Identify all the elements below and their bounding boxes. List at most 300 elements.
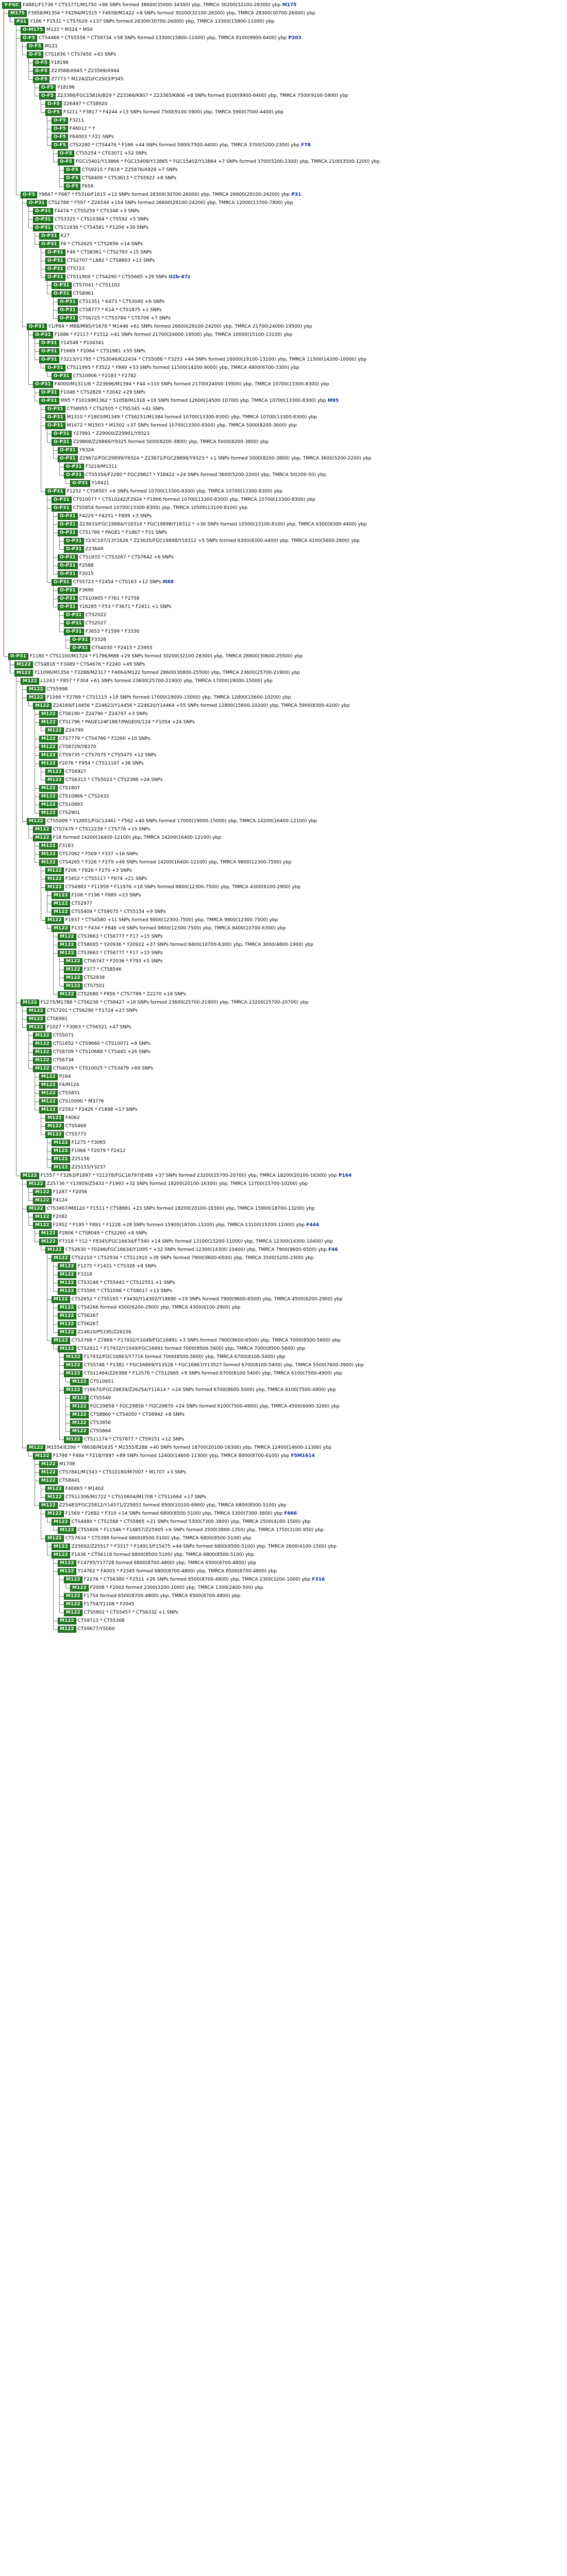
node-label[interactable]: M122	[70, 1395, 89, 1402]
node-label[interactable]: M122	[70, 1585, 89, 1591]
tree-node[interactable]	[58, 299, 164, 306]
node-label[interactable]: O-P31	[58, 299, 78, 306]
node-label[interactable]: M122	[39, 1478, 58, 1484]
node-label[interactable]: M122	[58, 1626, 76, 1633]
node-label[interactable]: O-P31	[58, 596, 78, 602]
tree-node[interactable]	[39, 398, 339, 404]
tree-node[interactable]	[52, 1519, 311, 1526]
node-label[interactable]: O-P31	[58, 315, 78, 322]
node-label[interactable]: O-F5	[52, 142, 68, 149]
tree-node[interactable]	[45, 406, 164, 413]
tree-node[interactable]	[52, 431, 149, 437]
tree-node[interactable]	[45, 777, 163, 784]
tree-node[interactable]	[52, 439, 269, 446]
node-label[interactable]: M122	[33, 1189, 52, 1196]
tree-node[interactable]	[27, 1445, 331, 1451]
tree-node[interactable]	[39, 1469, 186, 1476]
tree-node[interactable]	[33, 1214, 68, 1221]
node-label[interactable]: M122	[64, 1436, 82, 1443]
node-label[interactable]: O-P31	[58, 604, 78, 611]
tree-node[interactable]	[58, 1346, 305, 1352]
node-label[interactable]: O-P31	[58, 554, 78, 561]
node-label[interactable]: M122	[39, 1098, 58, 1105]
node-label[interactable]: M122	[39, 810, 58, 817]
tree-node[interactable]	[33, 68, 120, 75]
tree-node[interactable]	[45, 884, 301, 891]
tree-node[interactable]	[64, 1593, 240, 1600]
tree-node[interactable]	[33, 1041, 151, 1047]
tree-node[interactable]	[58, 1560, 256, 1567]
node-label[interactable]: M122	[39, 843, 58, 850]
node-label[interactable]: M122	[39, 851, 58, 858]
node-label[interactable]: M122	[21, 999, 39, 1006]
tree-node[interactable]	[27, 694, 291, 701]
tree-node[interactable]	[58, 587, 94, 594]
node-label[interactable]: O-P31	[27, 200, 47, 207]
tree-node[interactable]	[58, 1304, 240, 1311]
node-label[interactable]: M122	[27, 1016, 45, 1023]
tree-node[interactable]	[58, 571, 94, 578]
node-label[interactable]: M122	[64, 967, 82, 973]
tree-node[interactable]	[39, 93, 348, 99]
tree-node[interactable]	[8, 653, 303, 660]
tree-node[interactable]	[39, 1239, 333, 1245]
node-label[interactable]: O-P31	[64, 620, 84, 627]
tree-node[interactable]	[27, 1181, 308, 1188]
node-label[interactable]: M122	[27, 1181, 45, 1188]
node-label[interactable]: M122	[70, 1379, 89, 1385]
tree-node[interactable]	[58, 513, 152, 520]
tree-node[interactable]	[52, 291, 94, 297]
tree-node[interactable]	[33, 1049, 151, 1056]
node-label[interactable]: O-F5	[27, 43, 43, 50]
node-label[interactable]: O-P31	[33, 381, 53, 388]
tree-node[interactable]	[52, 1337, 341, 1344]
node-label[interactable]: M122	[64, 1354, 82, 1361]
node-label[interactable]: O-P31	[64, 612, 84, 619]
tree-node[interactable]	[52, 901, 92, 907]
tree-node[interactable]	[58, 1527, 324, 1534]
tree-node[interactable]	[39, 1502, 287, 1509]
tree-node[interactable]	[52, 126, 95, 132]
tree-node[interactable]	[39, 1074, 71, 1080]
node-label[interactable]: M122	[58, 1321, 76, 1328]
node-label[interactable]: O-P31	[52, 431, 72, 437]
tree-node[interactable]	[45, 1535, 251, 1542]
tree-node[interactable]	[14, 19, 274, 25]
tree-node[interactable]	[64, 546, 103, 553]
node-label[interactable]: O-P31	[64, 464, 84, 470]
tree-node[interactable]	[21, 35, 302, 42]
tree-node[interactable]	[52, 909, 166, 916]
node-label[interactable]: M122	[33, 703, 52, 709]
tree-node[interactable]	[58, 1313, 98, 1319]
tree-node[interactable]	[14, 670, 300, 676]
tree-node[interactable]	[45, 422, 297, 429]
node-label[interactable]: M122	[70, 1403, 89, 1410]
node-label[interactable]: M122	[64, 1387, 82, 1394]
node-label[interactable]: O-F5	[58, 150, 74, 157]
tree-node[interactable]	[39, 241, 143, 248]
tree-node[interactable]	[70, 480, 109, 487]
tree-node[interactable]	[64, 629, 139, 635]
tree-node[interactable]	[58, 604, 172, 611]
tree-node[interactable]	[33, 835, 221, 841]
tree-node[interactable]	[45, 1486, 104, 1493]
tree-node[interactable]	[45, 365, 299, 371]
node-label[interactable]: O-P31	[33, 208, 53, 215]
node-label[interactable]: O-F5	[58, 159, 74, 165]
tree-node[interactable]	[52, 373, 136, 380]
tree-node[interactable]	[8, 10, 315, 17]
node-label[interactable]: M122	[64, 958, 82, 965]
node-label[interactable]: M122	[45, 769, 64, 775]
node-label[interactable]: M122	[45, 777, 64, 784]
tree-node[interactable]	[64, 1354, 285, 1361]
tree-node[interactable]	[45, 876, 147, 883]
node-label[interactable]: M122	[33, 1049, 52, 1056]
node-label[interactable]: O-F5	[52, 134, 68, 141]
node-label[interactable]: M122	[39, 1082, 58, 1089]
tree-node[interactable]	[39, 785, 80, 792]
node-label[interactable]: M122	[45, 1486, 64, 1493]
tree-node[interactable]	[52, 1255, 313, 1262]
tree-node[interactable]	[45, 1123, 86, 1130]
node-label[interactable]: M122	[33, 1065, 52, 1072]
tree-node[interactable]	[58, 950, 163, 957]
node-label[interactable]: M122	[39, 1469, 58, 1476]
node-label[interactable]: O-P31	[45, 266, 65, 273]
tree-node[interactable]	[45, 414, 317, 421]
tree-node[interactable]	[58, 1618, 125, 1624]
node-label[interactable]: M122	[58, 1329, 76, 1336]
tree-node[interactable]	[45, 101, 107, 108]
tree-node[interactable]	[52, 1148, 125, 1155]
node-label[interactable]: M122	[45, 868, 64, 874]
node-label[interactable]: M122	[39, 1461, 58, 1468]
tree-node[interactable]	[58, 1321, 98, 1328]
tree-node[interactable]	[58, 596, 140, 602]
tree-node[interactable]	[58, 521, 366, 528]
node-label[interactable]: O-F5	[39, 93, 56, 99]
node-label[interactable]: O-P31	[45, 414, 65, 421]
node-label[interactable]: M122	[45, 1511, 64, 1517]
node-label[interactable]: M122	[33, 1214, 52, 1221]
node-label[interactable]: O-P31	[70, 637, 90, 643]
tree-node[interactable]	[64, 183, 93, 190]
node-label[interactable]: O-P31	[39, 340, 59, 347]
node-label[interactable]: M122	[39, 760, 58, 767]
tree-node[interactable]	[64, 967, 122, 973]
node-label[interactable]: O-P31	[58, 521, 78, 528]
tree-node[interactable]	[70, 1428, 111, 1435]
tree-node[interactable]	[52, 497, 315, 503]
tree-node[interactable]	[64, 1387, 336, 1394]
tree-node[interactable]	[33, 216, 149, 223]
tree-node[interactable]	[33, 1222, 319, 1229]
node-label[interactable]: O-P31	[64, 629, 84, 635]
tree-node[interactable]	[21, 27, 93, 33]
tree-node[interactable]	[70, 1379, 114, 1385]
node-label[interactable]: M122	[58, 1346, 76, 1352]
node-label[interactable]: M122	[33, 1041, 52, 1047]
tree-node[interactable]	[27, 200, 293, 207]
node-label[interactable]: M122	[64, 983, 82, 990]
tree-node[interactable]	[70, 1585, 263, 1591]
node-label[interactable]: M122	[52, 1337, 70, 1344]
tree-node[interactable]	[39, 1478, 80, 1484]
node-label[interactable]: M122	[39, 1074, 58, 1080]
node-label[interactable]: O-P31	[52, 497, 72, 503]
tree-node[interactable]	[52, 505, 247, 512]
tree-node[interactable]	[52, 892, 141, 899]
tree-node[interactable]	[52, 282, 120, 289]
tree-node[interactable]	[52, 1156, 90, 1163]
tree-node[interactable]	[45, 488, 282, 495]
node-label[interactable]: O-P31	[33, 216, 53, 223]
node-label[interactable]: M122	[39, 736, 58, 742]
node-label[interactable]: M122	[58, 1568, 76, 1575]
node-label[interactable]: O-P31	[58, 455, 78, 462]
tree-node[interactable]	[64, 975, 105, 981]
tree-node[interactable]	[58, 991, 186, 998]
tree-node[interactable]	[27, 1008, 138, 1014]
node-label[interactable]: O-M175	[21, 27, 45, 33]
tree-node[interactable]	[45, 917, 278, 924]
node-label[interactable]: M122	[64, 1370, 82, 1377]
node-label[interactable]: M122	[39, 744, 58, 751]
tree-node[interactable]	[52, 1164, 106, 1171]
tree-node[interactable]	[45, 1115, 80, 1122]
node-label[interactable]: O-P31	[39, 241, 59, 248]
node-label[interactable]: O-F5	[45, 109, 62, 116]
tree-node[interactable]	[33, 826, 151, 833]
node-label[interactable]: O-P31	[45, 488, 65, 495]
tree-node[interactable]	[39, 752, 157, 759]
node-label[interactable]: M122	[64, 1593, 82, 1600]
tree-node[interactable]	[64, 538, 360, 545]
tree-node[interactable]	[52, 1552, 254, 1558]
node-label[interactable]: M122	[58, 1560, 76, 1567]
tree-node[interactable]	[27, 52, 116, 58]
node-label[interactable]: O-P31	[52, 282, 72, 289]
tree-node[interactable]	[64, 612, 106, 619]
tree-node[interactable]	[33, 1453, 315, 1460]
node-label[interactable]: M122	[58, 1527, 76, 1534]
tree-node[interactable]	[39, 1098, 104, 1105]
tree-node[interactable]	[27, 1206, 315, 1212]
tree-node[interactable]	[27, 1024, 131, 1031]
node-label[interactable]: M122	[45, 1247, 64, 1253]
node-label[interactable]: M122	[52, 1164, 70, 1171]
tree-node[interactable]	[39, 389, 145, 396]
node-label[interactable]: O-P31	[58, 513, 78, 520]
node-label[interactable]: O-F5	[33, 76, 49, 83]
node-label[interactable]: M122	[21, 678, 39, 685]
tree-node[interactable]	[27, 43, 58, 50]
node-label[interactable]: O-P31	[45, 249, 65, 256]
node-label[interactable]: M175	[8, 10, 27, 17]
node-label[interactable]: O-P31	[58, 563, 78, 569]
node-label[interactable]: O-P31	[39, 398, 59, 404]
tree-node[interactable]	[70, 1420, 111, 1427]
tree-node[interactable]	[14, 662, 145, 668]
node-label[interactable]: Y-FGC	[2, 2, 21, 9]
tree-node[interactable]	[39, 802, 83, 808]
tree-node[interactable]	[64, 464, 117, 470]
node-label[interactable]: M122	[45, 876, 64, 883]
node-label[interactable]: M122	[27, 1206, 45, 1212]
node-label[interactable]: O-P31	[64, 538, 84, 545]
tree-node[interactable]	[33, 1057, 74, 1064]
node-label[interactable]: O-P31	[33, 332, 53, 338]
node-label[interactable]: O-P31	[27, 324, 47, 330]
node-label[interactable]: M122	[33, 835, 52, 841]
node-label[interactable]: M122	[33, 1032, 52, 1039]
node-label[interactable]: O-P31	[64, 546, 84, 553]
node-label[interactable]: M122	[64, 1601, 82, 1608]
tree-node[interactable]	[39, 719, 195, 726]
tree-node[interactable]	[58, 934, 163, 940]
tree-node[interactable]	[33, 1189, 87, 1196]
tree-node[interactable]	[45, 1511, 297, 1517]
node-label[interactable]: O-P31	[45, 274, 65, 281]
node-label[interactable]: O-P31	[52, 579, 72, 586]
node-label[interactable]: M122	[45, 1115, 64, 1122]
node-label[interactable]: M122	[33, 1222, 52, 1229]
node-label[interactable]: M122	[70, 1412, 89, 1418]
node-label[interactable]: O-F5	[64, 175, 80, 182]
node-label[interactable]: M122	[58, 1280, 76, 1286]
tree-node[interactable]	[39, 760, 144, 767]
tree-node[interactable]	[45, 249, 152, 256]
node-label[interactable]: O-P31	[39, 233, 59, 240]
tree-node[interactable]	[70, 645, 153, 652]
node-label[interactable]: M122	[52, 901, 70, 907]
tree-node[interactable]	[52, 925, 286, 932]
tree-node[interactable]	[45, 258, 155, 264]
node-label[interactable]: O-F5	[27, 52, 43, 58]
node-label[interactable]: M122	[39, 1239, 58, 1245]
node-label[interactable]: M122	[64, 975, 82, 981]
node-label[interactable]: O-P31	[64, 472, 84, 479]
node-label[interactable]: M122	[45, 727, 64, 734]
node-label[interactable]: O-P31	[33, 225, 53, 231]
tree-node[interactable]	[58, 1329, 131, 1336]
node-label[interactable]: M122	[64, 1609, 82, 1616]
node-label[interactable]: O-F5	[21, 35, 37, 42]
node-label[interactable]: O-P31	[58, 571, 78, 578]
tree-node[interactable]	[70, 1403, 340, 1410]
node-label[interactable]: O-F5	[39, 84, 56, 91]
tree-node[interactable]	[33, 76, 123, 83]
node-label[interactable]: M122	[64, 1362, 82, 1369]
node-label[interactable]: O-P31	[52, 291, 72, 297]
node-label[interactable]: M122	[39, 1230, 58, 1237]
tree-node[interactable]	[45, 1494, 206, 1501]
tree-node[interactable]	[64, 620, 106, 627]
node-label[interactable]: O-P31	[39, 389, 59, 396]
node-label[interactable]: O-F5	[52, 126, 68, 132]
node-label[interactable]: O-P31	[58, 587, 78, 594]
node-label[interactable]: M122	[52, 1255, 70, 1262]
node-label[interactable]: M122	[27, 1024, 45, 1031]
node-label[interactable]: O-P31	[58, 530, 78, 536]
tree-node[interactable]	[39, 1107, 138, 1113]
node-label[interactable]: O-F5	[45, 101, 62, 108]
tree-node[interactable]	[45, 274, 190, 281]
tree-node[interactable]	[39, 233, 70, 240]
node-label[interactable]: M122	[52, 1296, 70, 1303]
tree-node[interactable]	[27, 1016, 68, 1023]
tree-node[interactable]	[64, 1370, 342, 1377]
node-label[interactable]: O-P31	[52, 505, 72, 512]
node-label[interactable]: M122	[39, 1502, 58, 1509]
node-label[interactable]: M122	[58, 1304, 76, 1311]
tree-node[interactable]	[27, 686, 68, 693]
node-label[interactable]: O-P31	[52, 373, 72, 380]
tree-node[interactable]	[39, 357, 366, 363]
tree-node[interactable]	[58, 159, 380, 165]
tree-node[interactable]	[52, 1140, 106, 1146]
tree-node[interactable]	[39, 340, 104, 347]
node-label[interactable]: M122	[58, 1618, 76, 1624]
node-label[interactable]: O-P31	[70, 480, 90, 487]
tree-node[interactable]	[58, 1272, 92, 1278]
tree-node[interactable]	[33, 60, 69, 66]
node-label[interactable]: M122	[52, 1148, 70, 1155]
node-label[interactable]: M122	[52, 1552, 70, 1558]
tree-node[interactable]	[64, 958, 162, 965]
tree-node[interactable]	[58, 1280, 175, 1286]
tree-node[interactable]	[33, 1032, 74, 1039]
node-label[interactable]: M122	[58, 1288, 76, 1295]
tree-node[interactable]	[58, 315, 171, 322]
tree-node[interactable]	[21, 192, 301, 198]
tree-node[interactable]	[27, 324, 312, 330]
node-label[interactable]: M122	[45, 1535, 64, 1542]
tree-node[interactable]	[39, 736, 150, 742]
tree-node[interactable]	[64, 1436, 184, 1443]
tree-node[interactable]	[52, 1296, 343, 1303]
node-label[interactable]: M122	[14, 670, 33, 676]
tree-node[interactable]	[39, 744, 96, 751]
node-label[interactable]: O-P31	[39, 357, 59, 363]
tree-node[interactable]	[64, 1362, 364, 1369]
node-label[interactable]: O-F5	[52, 117, 68, 124]
tree-node[interactable]	[39, 793, 109, 800]
tree-node[interactable]	[64, 1577, 325, 1583]
node-label[interactable]: M122	[39, 711, 58, 718]
tree-node[interactable]	[58, 1263, 156, 1270]
tree-node[interactable]	[33, 1197, 68, 1204]
tree-node[interactable]	[58, 554, 174, 561]
tree-node[interactable]	[21, 999, 309, 1006]
node-label[interactable]: M122	[27, 1445, 45, 1451]
tree-node[interactable]	[2, 2, 296, 9]
node-label[interactable]: M122	[52, 892, 70, 899]
tree-node[interactable]	[39, 348, 145, 355]
tree-node[interactable]	[70, 637, 106, 643]
node-label[interactable]: M122	[52, 925, 70, 932]
node-label[interactable]: M122	[39, 1090, 58, 1097]
node-label[interactable]: M122	[58, 934, 76, 940]
tree-node[interactable]	[21, 678, 273, 685]
tree-node[interactable]	[21, 1173, 352, 1179]
tree-node[interactable]	[39, 851, 138, 858]
tree-node[interactable]	[52, 134, 114, 141]
tree-node[interactable]	[52, 579, 174, 586]
